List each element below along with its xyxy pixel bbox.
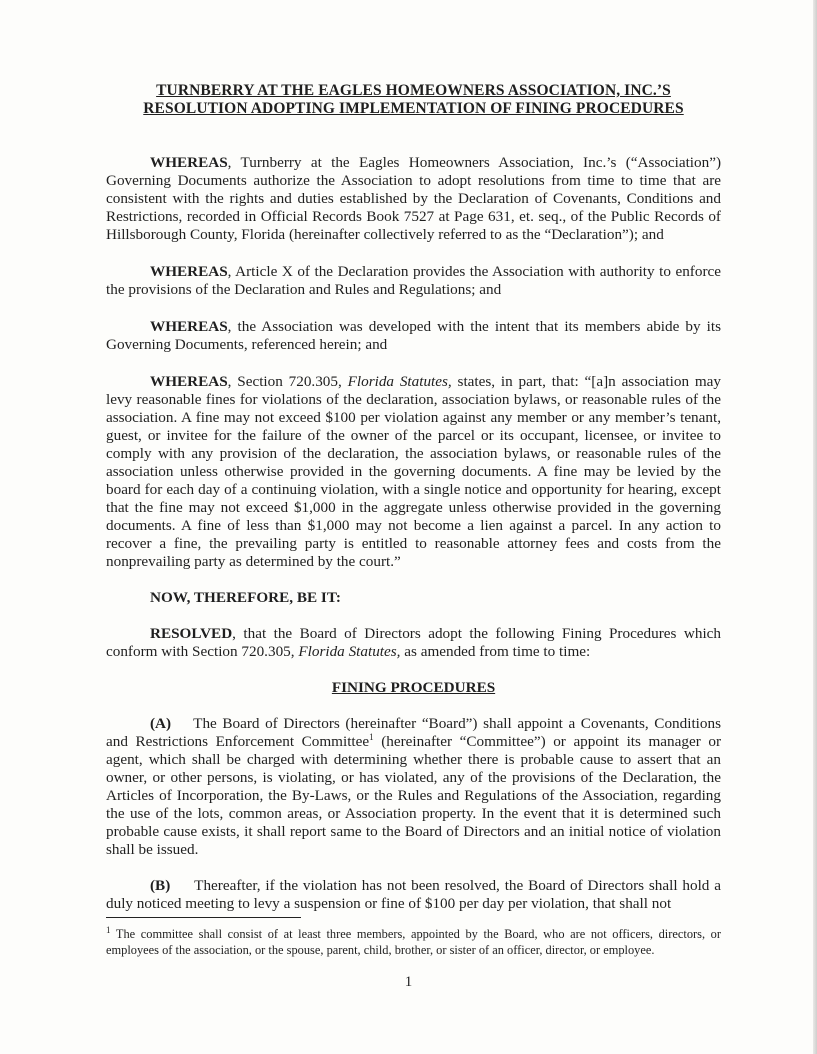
footnote <box>106 926 721 958</box>
now-therefore-heading: NOW, THEREFORE, BE IT: <box>150 589 341 606</box>
fining-procedures-heading: FINING PROCEDURES <box>331 679 496 696</box>
statute-reference: Florida Statutes, <box>298 643 401 660</box>
item-label: (B) <box>150 877 171 894</box>
whereas-paragraph-1 <box>106 154 721 244</box>
whereas-lead: WHEREAS <box>150 154 228 171</box>
whereas-text: , Turnberry at the Eagles Homeowners Association, Inc.’s (“Association”) Governing Documents authorize the Association to adopt resolutions from time to time that are consistent with the rights and duties established by the Declaration of Covenants, Conditions and Restrictions, recorded in Official Records Book 7527 at Page 631, et. seq., of the Public Records of Hillsborough County, Florida (hereinafter collectively referred to as the “Declaration”); and <box>106 154 721 243</box>
item-text-after: (hereinafter “Committee”) or appoint its manager or agent, which shall be charged with determining whether there is probable cause to assert that an owner, or other persons, is violating, or has violated, any of the provisions of the Declaration, the Articles of Incorporation, the By-Laws, or the Rules and Regulations of the Association, regarding the use of the lots, common areas, or Association property. In the event that it is determined such probable cause exists, it shall report same to the Board of Directors and an initial notice of violation shall be issued. <box>106 733 722 858</box>
procedure-item-b <box>106 877 721 913</box>
item-text-before: The Board of Directors (hereinafter “Board”) shall appoint a Covenants, Conditions and Restrictions Enforcement Committee <box>106 715 721 750</box>
item-label: (A) <box>150 715 172 732</box>
footnote-reference[interactable]: 1 <box>369 731 374 742</box>
procedure-item-a <box>106 715 721 859</box>
title-line-1: TURNBERRY AT THE EAGLES HOMEOWNERS ASSOCIATION, INC.’S <box>156 82 671 99</box>
whereas-paragraph-3 <box>106 318 721 354</box>
footnote-text: The committee shall consist of at least three members, appointed by the Board, who are not officers, directors, or employees of the association, or the spouse, parent, child, brother, or sister of an officer, director, or employee. <box>106 927 721 957</box>
page-edge-shadow <box>813 0 817 1054</box>
whereas-lead: WHEREAS <box>150 263 228 280</box>
page-number: 1 <box>404 974 413 990</box>
footnote-divider <box>106 917 301 918</box>
whereas-paragraph-2 <box>106 263 721 299</box>
resolved-paragraph <box>106 625 721 661</box>
item-text: Thereafter, if the violation has not been resolved, the Board of Directors shall hold a duly noticed meeting to levy a suspension or fine of $100 per day per violation, that shall not <box>106 877 721 912</box>
statute-reference: Florida Statutes, <box>347 373 452 390</box>
document-title <box>106 82 721 118</box>
title-line-2: RESOLUTION ADOPTING IMPLEMENTATION OF FINING PROCEDURES <box>143 100 684 117</box>
resolved-text-after: as amended from time to time: <box>400 643 591 660</box>
whereas-paragraph-4 <box>106 373 721 571</box>
resolved-lead: RESOLVED <box>150 625 233 642</box>
whereas-text-before: , Section 720.305, <box>227 373 348 390</box>
footnote-mark: 1 <box>106 924 111 935</box>
document-body <box>106 82 721 913</box>
whereas-text: , the Association was developed with the intent that its members abide by its Governing Documents, referenced herein; and <box>106 318 721 353</box>
whereas-lead: WHEREAS <box>150 318 228 335</box>
whereas-text-after: states, in part, that: “[a]n association may levy reasonable fines for violations of the declaration, association bylaws, or reasonable rules of the association. A fine may not exceed $100 per violation against any member or any member’s tenant, guest, or invitee for the failure of the owner of the parcel or its occupant, licensee, or invitee to comply with any provision of the declaration, the association bylaws, or reasonable rules of the association unless otherwise provided in the governing documents. A fine may be levied by the board for each day of a continuing violation, with a single notice and opportunity for hearing, except that the fine may not exceed $1,000 in the aggregate unless otherwise provided in the governing documents. A fine of less than $1,000 may not become a lien against a parcel. In any action to recover a fine, the prevailing party is entitled to reasonable attorney fees and costs from the nonprevailing party as determined by the court.” <box>106 373 722 570</box>
whereas-text: , Article X of the Declaration provides the Association with authority to enforce the provisions of the Declaration and Rules and Regulations; and <box>106 263 721 298</box>
resolved-text-before: , that the Board of Directors adopt the following Fining Procedures which conform with Section 720.305, <box>106 625 721 660</box>
whereas-lead: WHEREAS <box>150 373 228 390</box>
